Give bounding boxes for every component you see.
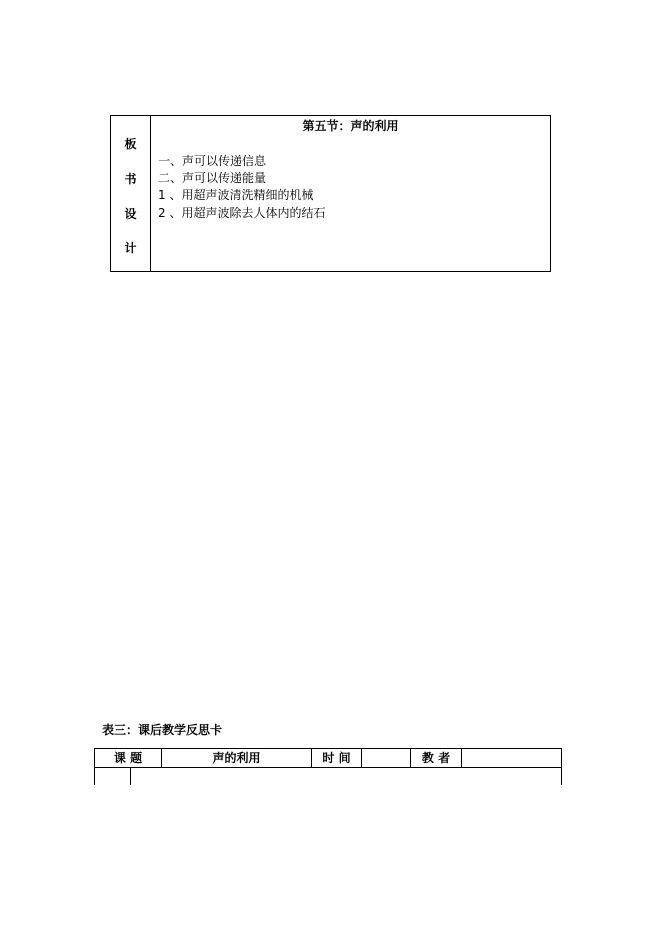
board-line-4: 2 、用超声波除去人体内的结石: [158, 206, 326, 220]
teacher-value: [462, 749, 561, 767]
side-char-3: 设: [124, 207, 137, 221]
board-design-table: [110, 115, 551, 272]
side-char-4: 计: [124, 241, 137, 255]
reflection-card-header-row: [94, 748, 562, 768]
board-title: 第五节：声的利用: [302, 119, 399, 133]
board-line-1: 一、声可以传递信息: [158, 154, 267, 168]
time-value: [362, 749, 410, 767]
reflection-card-body: [94, 767, 562, 785]
board-line-2: 二、声可以传递能量: [158, 171, 267, 185]
time-label: 时 间: [322, 751, 351, 765]
reflection-card-title: 表三：课后教学反思卡: [102, 723, 223, 737]
topic-label: 课 题: [113, 751, 143, 765]
teacher-label: 教 者: [421, 751, 451, 765]
topic-value: 声的利用: [212, 751, 261, 765]
board-line-3: 1 、用超声波清洗精细的机械: [158, 188, 314, 202]
board-design-side-label: [111, 116, 151, 271]
side-char-2: 书: [124, 172, 137, 186]
divider: [130, 767, 131, 785]
side-char-1: 板: [124, 137, 137, 151]
